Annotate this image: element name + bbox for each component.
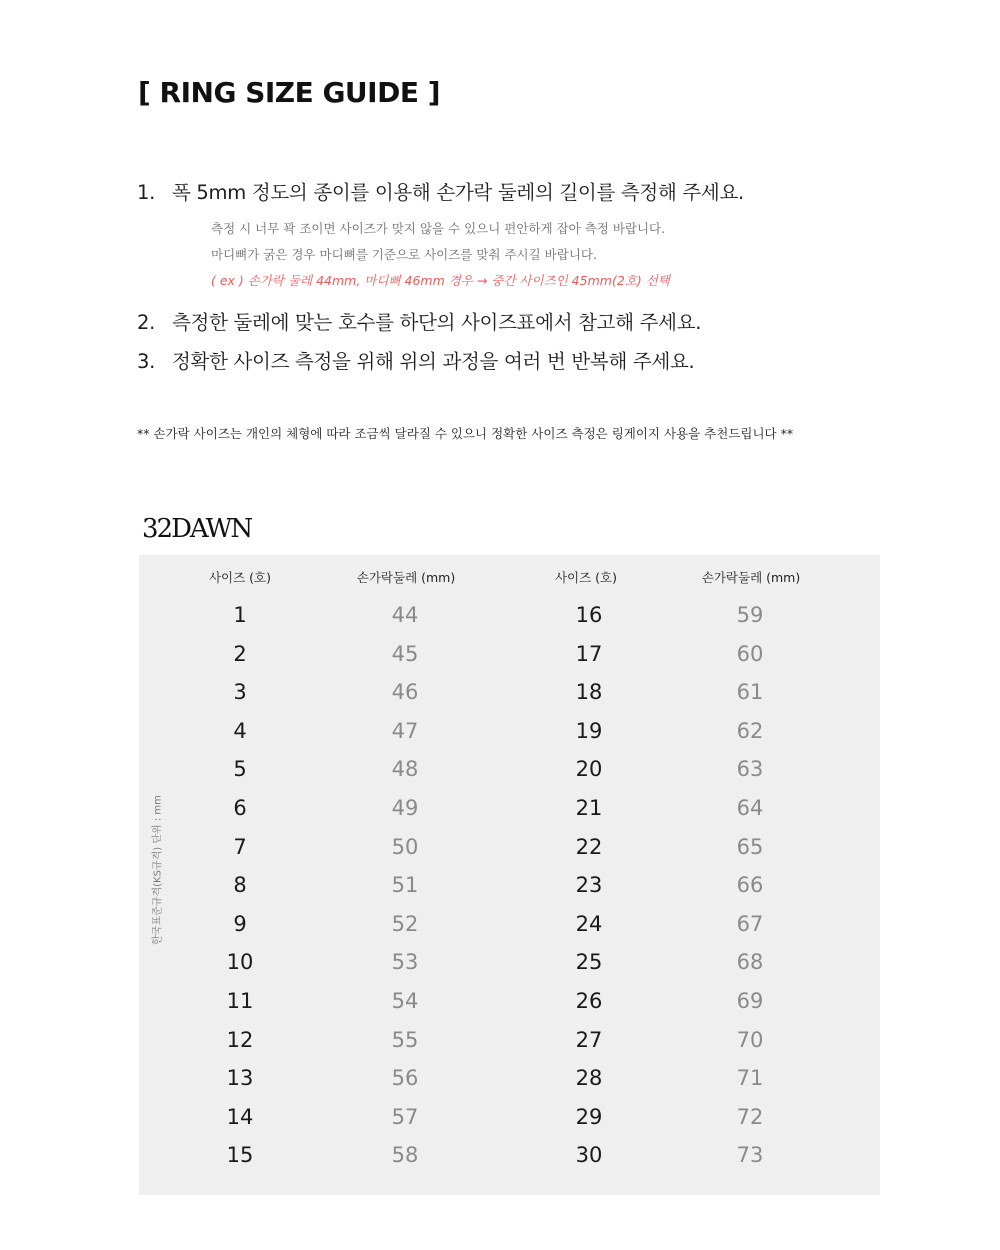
size-cell: 5 [233, 757, 247, 782]
circumference-cell: 71 [736, 1066, 764, 1091]
size-cell: 17 [575, 641, 603, 666]
size-cell: 26 [575, 988, 603, 1013]
step-3 [137, 346, 694, 374]
step-number: 1. [137, 181, 156, 204]
circumference-cell: 61 [736, 680, 764, 705]
circumference-cell: 68 [736, 950, 764, 975]
size-cell: 7 [233, 834, 247, 859]
header-size-right: 사이즈 (호) [554, 570, 618, 585]
circumference-cell: 70 [736, 1027, 764, 1052]
size-cell: 13 [226, 1066, 254, 1091]
size-cell: 3 [233, 680, 247, 705]
size-cell: 10 [226, 950, 254, 975]
step-text: 폭 5mm 정도의 종이를 이용해 손가락 둘레의 길이를 측정해 주세요. [172, 181, 744, 204]
step-text: 측정한 둘레에 맞는 호수를 하단의 사이즈표에서 참고해 주세요. [172, 311, 702, 334]
step-number: 3. [137, 350, 156, 373]
circumference-cell: 69 [736, 988, 764, 1013]
note-2: 마디뼈가 굵은 경우 마디뼈를 기준으로 사이즈를 맞춰 주시길 바랍니다. [211, 247, 597, 262]
circumference-cell: 51 [391, 873, 419, 898]
circumference-cell: 67 [736, 911, 764, 936]
circumference-cell: 48 [391, 757, 419, 782]
size-cell: 1 [233, 603, 247, 627]
size-cell: 15 [226, 1143, 254, 1168]
note-example: ( ex ) 손가락 둘레 44mm, 마디뼈 46mm 경우 → 중간 사이즈인 45mm(2호) 선택 [211, 273, 670, 288]
size-cell: 4 [233, 718, 247, 743]
brand-logo: 32DAWN [142, 514, 252, 544]
size-cell: 18 [575, 680, 603, 705]
header-mm-left: 손가락둘레 (mm) [356, 570, 456, 585]
size-cell: 23 [575, 873, 603, 898]
size-cell: 12 [226, 1027, 254, 1052]
circumference-cell: 60 [736, 641, 764, 666]
size-cell: 21 [575, 795, 603, 820]
column-size-left [190, 596, 290, 1175]
size-cell: 11 [226, 988, 254, 1013]
circumference-cell: 55 [391, 1027, 419, 1052]
header-size-left: 사이즈 (호) [208, 570, 272, 585]
circumference-cell: 58 [391, 1143, 419, 1168]
circumference-cell: 66 [736, 873, 764, 898]
size-cell: 6 [233, 795, 247, 820]
circumference-cell: 53 [391, 950, 419, 975]
step-2 [137, 307, 701, 335]
size-cell: 30 [575, 1143, 603, 1168]
size-cell: 14 [226, 1104, 254, 1129]
size-cell: 9 [233, 911, 247, 936]
circumference-cell: 63 [736, 757, 764, 782]
size-cell: 20 [575, 757, 603, 782]
unit-side-label: 한국표준규격(KS규격) 단위 : mm [152, 795, 164, 945]
note-1: 측정 시 너무 꽉 조이면 사이즈가 맞지 않을 수 있으니 편안하게 잡아 측정 바랍니다. [211, 221, 666, 236]
circumference-cell: 52 [391, 911, 419, 936]
circumference-cell: 54 [391, 988, 419, 1013]
circumference-cell: 45 [391, 641, 419, 666]
circumference-cell: 62 [736, 718, 764, 743]
circumference-cell: 56 [391, 1066, 419, 1091]
page-title: [ RING SIZE GUIDE ] [138, 76, 440, 109]
size-cell: 28 [575, 1066, 603, 1091]
size-cell: 16 [575, 603, 603, 627]
column-size-right [539, 596, 639, 1175]
circumference-cell: 65 [736, 834, 764, 859]
circumference-cell: 73 [736, 1143, 764, 1168]
column-mm-right [700, 596, 800, 1175]
circumference-cell: 57 [391, 1104, 419, 1129]
circumference-cell: 47 [391, 718, 419, 743]
circumference-cell: 49 [391, 795, 419, 820]
size-cell: 2 [233, 641, 247, 666]
size-cell: 19 [575, 718, 603, 743]
size-cell: 22 [575, 834, 603, 859]
size-cell: 24 [575, 911, 603, 936]
circumference-cell: 59 [736, 603, 764, 627]
circumference-cell: 64 [736, 795, 764, 820]
footnote: ** 손가락 사이즈는 개인의 체형에 따라 조금씩 달라질 수 있으니 정확한 사이즈 측정은 링게이지 사용을 추천드립니다 ** [137, 426, 794, 441]
circumference-cell: 46 [391, 680, 419, 705]
size-cell: 29 [575, 1104, 603, 1129]
size-cell: 25 [575, 950, 603, 975]
step-1 [137, 177, 744, 205]
circumference-cell: 50 [391, 834, 419, 859]
step-text: 정확한 사이즈 측정을 위해 위의 과정을 여러 번 반복해 주세요. [172, 350, 695, 373]
column-mm-left [355, 596, 455, 1175]
header-mm-right: 손가락둘레 (mm) [701, 570, 801, 585]
circumference-cell: 72 [736, 1104, 764, 1129]
size-cell: 8 [233, 873, 247, 898]
step-number: 2. [137, 311, 156, 334]
size-cell: 27 [575, 1027, 603, 1052]
circumference-cell: 44 [391, 603, 419, 627]
